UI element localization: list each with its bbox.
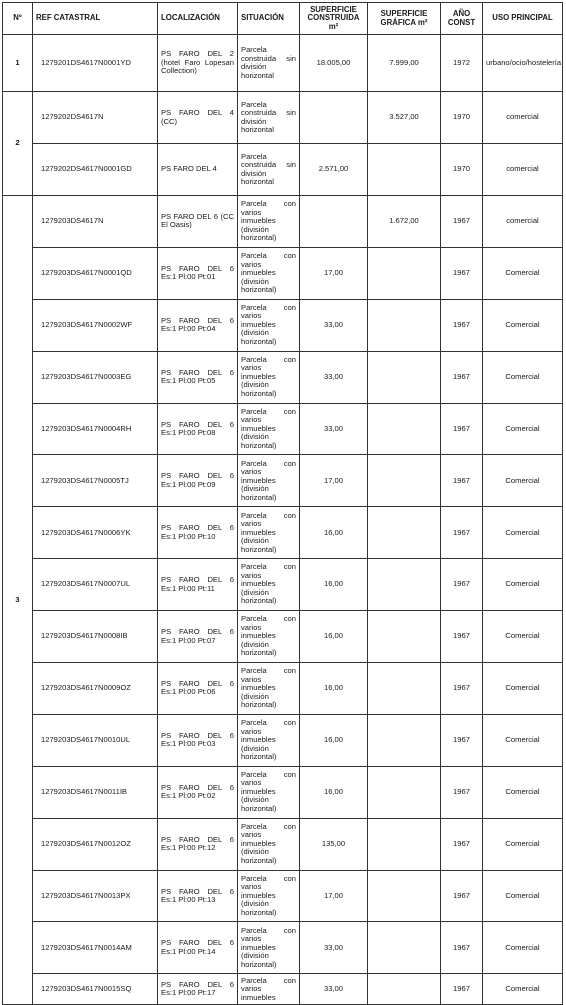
ref-catastral-cell: 1279203DS4617N0004RH [33,403,158,455]
ref-catastral-cell: 1279203DS4617N0005TJ [33,455,158,507]
localizacion-cell: PS FARO DEL 6 Es:1 Pl:00 Pt:03 [158,714,238,766]
superficie-construida-cell: 2.571,00 [300,144,368,196]
ref-catastral-cell: 1279203DS4617N0008IB [33,611,158,663]
uso-principal-cell: Comercial [483,714,563,766]
localizacion-cell: PS FARO DEL 6 Es:1 Pl:00 Pt:09 [158,455,238,507]
localizacion-cell: PS FARO DEL 6 Es:1 Pl:00 Pt:04 [158,299,238,351]
group-number: 3 [3,196,33,1005]
localizacion-cell: PS FARO DEL 6 Es:1 Pl:00 Pt:17 [158,974,238,1005]
anio-const-cell: 1967 [441,196,483,248]
table-row [3,714,563,766]
localizacion-cell: PS FARO DEL 6 (CC El Oasis) [158,196,238,248]
anio-const-cell: 1970 [441,92,483,144]
localizacion-cell: PS FARO DEL 6 Es:1 Pl:00 Pt:12 [158,818,238,870]
situacion-cell: Parcela con varios inmuebles (división horizontal) [238,663,300,715]
localizacion-cell: PS FARO DEL 2 (hotel Faro Lopesan Collection) [158,35,238,92]
table-row [3,455,563,507]
superficie-construida-cell: 33,00 [300,403,368,455]
situacion-cell: Parcela con varios inmuebles [238,974,300,1005]
localizacion-cell: PS FARO DEL 4 (CC) [158,92,238,144]
ref-catastral-cell: 1279203DS4617N0001QD [33,247,158,299]
situacion-cell: Parcela construida sin división horizontal [238,92,300,144]
table-row [3,559,563,611]
table-row [3,507,563,559]
situacion-cell: Parcela con varios inmuebles (división horizontal) [238,922,300,974]
anio-const-cell: 1967 [441,403,483,455]
superficie-grafica-cell [368,611,441,663]
superficie-construida-cell: 18.005,00 [300,35,368,92]
situacion-cell: Parcela con varios inmuebles (división horizontal) [238,403,300,455]
localizacion-cell: PS FARO DEL 6 Es:1 Pl:00 Pt:13 [158,870,238,922]
uso-principal-cell: Comercial [483,247,563,299]
superficie-grafica-cell [368,507,441,559]
ref-catastral-cell: 1279203DS4617N0014AM [33,922,158,974]
situacion-cell: Parcela con varios inmuebles (división horizontal) [238,870,300,922]
uso-principal-cell: Comercial [483,974,563,1005]
ref-catastral-cell: 1279203DS4617N [33,196,158,248]
superficie-grafica-cell [368,818,441,870]
ref-catastral-cell: 1279203DS4617N0011IB [33,766,158,818]
situacion-cell: Parcela con varios inmuebles (división horizontal) [238,559,300,611]
header-row [3,3,563,35]
superficie-construida-cell: 33,00 [300,351,368,403]
table-row [3,351,563,403]
anio-const-cell: 1967 [441,714,483,766]
uso-principal-cell: Comercial [483,663,563,715]
superficie-construida-cell: 33,00 [300,299,368,351]
anio-const-cell: 1967 [441,559,483,611]
table-row [3,818,563,870]
situacion-cell: Parcela con varios inmuebles (división horizontal) [238,714,300,766]
header-uso-principal: USO PRINCIPAL [483,3,563,35]
superficie-grafica-cell [368,922,441,974]
superficie-grafica-cell: 1.672,00 [368,196,441,248]
superficie-grafica-cell [368,299,441,351]
anio-const-cell: 1967 [441,870,483,922]
situacion-cell: Parcela con varios inmuebles (división horizontal) [238,818,300,870]
superficie-grafica-cell [368,714,441,766]
uso-principal-cell: comercial [483,144,563,196]
header-anio-const: AÑO CONST [441,3,483,35]
uso-principal-cell: urbano/ocio/hostelería [483,35,563,92]
ref-catastral-cell: 1279203DS4617N0010UL [33,714,158,766]
situacion-cell: Parcela con varios inmuebles (división horizontal) [238,611,300,663]
ref-catastral-cell: 1279203DS4617N0015SQ [33,974,158,1005]
table-row [3,974,563,1005]
uso-principal-cell: Comercial [483,351,563,403]
situacion-cell: Parcela con varios inmuebles (división horizontal) [238,299,300,351]
table-row [3,611,563,663]
table-row [3,870,563,922]
group-number: 2 [3,92,33,196]
superficie-construida-cell: 16,00 [300,714,368,766]
localizacion-cell: PS FARO DEL 4 [158,144,238,196]
anio-const-cell: 1967 [441,818,483,870]
uso-principal-cell: Comercial [483,611,563,663]
localizacion-cell: PS FARO DEL 6 Es:1 Pl:00 Pt:01 [158,247,238,299]
anio-const-cell: 1967 [441,611,483,663]
superficie-construida-cell: 16,00 [300,507,368,559]
situacion-cell: Parcela con varios inmuebles (división horizontal) [238,247,300,299]
header-superficie-construida: SUPERFICIE CONSTRUIDA m² [300,3,368,35]
table-row [3,766,563,818]
superficie-construida-cell: 17,00 [300,455,368,507]
situacion-cell: Parcela con varios inmuebles (división horizontal) [238,196,300,248]
uso-principal-cell: Comercial [483,559,563,611]
anio-const-cell: 1967 [441,455,483,507]
ref-catastral-cell: 1279203DS4617N0006YK [33,507,158,559]
table-row [3,403,563,455]
uso-principal-cell: Comercial [483,455,563,507]
ref-catastral-cell: 1279201DS4617N0001YD [33,35,158,92]
header-superficie-grafica: SUPERFICIE GRÁFICA m² [368,3,441,35]
uso-principal-cell: Comercial [483,299,563,351]
ref-catastral-cell: 1279203DS4617N0012OZ [33,818,158,870]
uso-principal-cell: comercial [483,196,563,248]
localizacion-cell: PS FARO DEL 6 Es:1 Pl:00 Pt:06 [158,663,238,715]
superficie-construida-cell: 16,00 [300,559,368,611]
table-row [3,247,563,299]
table-row [3,663,563,715]
ref-catastral-cell: 1279203DS4617N0002WF [33,299,158,351]
superficie-construida-cell: 135,00 [300,818,368,870]
superficie-construida-cell [300,196,368,248]
anio-const-cell: 1967 [441,922,483,974]
superficie-grafica-cell: 7.999,00 [368,35,441,92]
superficie-construida-cell: 16,00 [300,766,368,818]
ref-catastral-cell: 1279203DS4617N0003EG [33,351,158,403]
table-row [3,299,563,351]
group-number: 1 [3,35,33,92]
uso-principal-cell: Comercial [483,403,563,455]
header-situacion: SITUACIÓN [238,3,300,35]
superficie-construida-cell [300,92,368,144]
situacion-cell: Parcela construida sin división horizontal [238,35,300,92]
superficie-construida-cell: 17,00 [300,247,368,299]
uso-principal-cell: Comercial [483,766,563,818]
superficie-construida-cell: 33,00 [300,974,368,1005]
localizacion-cell: PS FARO DEL 6 Es:1 Pl:00 Pt:10 [158,507,238,559]
situacion-cell: Parcela con varios inmuebles (división horizontal) [238,766,300,818]
superficie-construida-cell: 17,00 [300,870,368,922]
situacion-cell: Parcela con varios inmuebles (división horizontal) [238,455,300,507]
superficie-grafica-cell [368,351,441,403]
anio-const-cell: 1967 [441,663,483,715]
uso-principal-cell: Comercial [483,507,563,559]
anio-const-cell: 1967 [441,507,483,559]
superficie-grafica-cell [368,870,441,922]
anio-const-cell: 1967 [441,247,483,299]
superficie-grafica-cell [368,663,441,715]
ref-catastral-cell: 1279202DS4617N0001GD [33,144,158,196]
ref-catastral-cell: 1279203DS4617N0013PX [33,870,158,922]
situacion-cell: Parcela con varios inmuebles (división horizontal) [238,507,300,559]
superficie-grafica-cell [368,974,441,1005]
localizacion-cell: PS FARO DEL 6 Es:1 Pl:00 Pt:02 [158,766,238,818]
uso-principal-cell: Comercial [483,818,563,870]
superficie-grafica-cell: 3.527,00 [368,92,441,144]
cadastral-table [2,2,563,1005]
table-row [3,92,563,144]
superficie-grafica-cell [368,559,441,611]
table-row [3,144,563,196]
situacion-cell: Parcela construida sin división horizontal [238,144,300,196]
localizacion-cell: PS FARO DEL 6 Es:1 Pl:00 Pt:05 [158,351,238,403]
localizacion-cell: PS FARO DEL 6 Es:1 Pl:00 Pt:14 [158,922,238,974]
ref-catastral-cell: 1279203DS4617N0009OZ [33,663,158,715]
ref-catastral-cell: 1279203DS4617N0007UL [33,559,158,611]
superficie-grafica-cell [368,247,441,299]
anio-const-cell: 1967 [441,766,483,818]
superficie-construida-cell: 33,00 [300,922,368,974]
table-row [3,35,563,92]
header-ref-catastral: REF CATASTRAL [33,3,158,35]
anio-const-cell: 1967 [441,351,483,403]
localizacion-cell: PS FARO DEL 6 Es:1 Pl:00 Pt:08 [158,403,238,455]
uso-principal-cell: comercial [483,92,563,144]
anio-const-cell: 1970 [441,144,483,196]
situacion-cell: Parcela con varios inmuebles (división horizontal) [238,351,300,403]
header-num: Nº [3,3,33,35]
anio-const-cell: 1972 [441,35,483,92]
superficie-construida-cell: 16,00 [300,611,368,663]
superficie-grafica-cell [368,766,441,818]
uso-principal-cell: Comercial [483,922,563,974]
superficie-grafica-cell [368,144,441,196]
superficie-construida-cell: 16,00 [300,663,368,715]
anio-const-cell: 1967 [441,974,483,1005]
header-localizacion: LOCALIZACIÓN [158,3,238,35]
table-row [3,922,563,974]
localizacion-cell: PS FARO DEL 6 Es:1 Pl:00 Pt:07 [158,611,238,663]
anio-const-cell: 1967 [441,299,483,351]
ref-catastral-cell: 1279202DS4617N [33,92,158,144]
table-row [3,196,563,248]
superficie-grafica-cell [368,455,441,507]
localizacion-cell: PS FARO DEL 6 Es:1 Pl:00 Pt:11 [158,559,238,611]
superficie-grafica-cell [368,403,441,455]
uso-principal-cell: Comercial [483,870,563,922]
